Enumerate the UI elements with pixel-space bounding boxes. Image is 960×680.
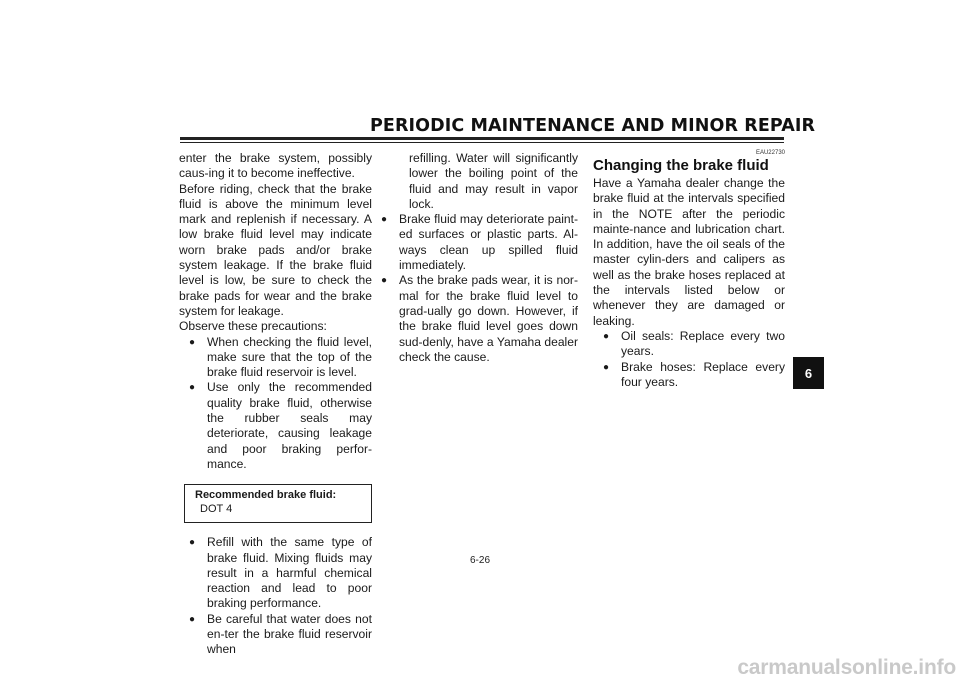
box-value: DOT 4 (200, 502, 233, 515)
bullet-icon: ● (603, 330, 610, 342)
box-title: Recommended brake fluid: (195, 489, 337, 502)
reference-code: EAU22730 (755, 150, 785, 156)
watermark: carmanualsonline.info (737, 656, 956, 679)
bullet-icon: ● (189, 382, 196, 394)
replacement-list (593, 329, 785, 390)
list-item: ● When checking the fluid level, make sure that the top of the brake fluid reservoir is level. (189, 334, 372, 380)
paragraph: Have a Yamaha dealer change the brake fluid at the intervals specified in the NOTE after the periodic mainte-nance and lubrication chart. In addition, have the oil seals of the master cylin-ders and calipers as well as the brake hoses replaced at the intervals listed below or whenever they are damaged or leaking. (593, 176, 785, 328)
list-item: ● Oil seals: Replace every two years. (603, 328, 785, 359)
bullet-icon: ● (381, 214, 388, 226)
list-item: ● Brake fluid may deteriorate paint-ed surfaces or plastic parts. Al-ways clean up spilled fluid immediately. (381, 212, 578, 273)
bullet-icon: ● (189, 537, 196, 549)
precautions-list-2 (179, 535, 372, 657)
bullet-icon: ● (381, 275, 388, 287)
chapter-tab: 6 (793, 357, 824, 389)
list-item: ● Brake hoses: Replace every four years. (603, 359, 785, 389)
precautions-list (179, 335, 372, 473)
paragraph: Before riding, check that the brake fluid is above the minimum level mark and replenish if necessary. A low brake fluid level may indicate worn brake pads and/or brake system leakage. If the brake fluid level is low, be sure to check the brake pads for wear and the brake system for leakage. (179, 181, 372, 318)
recommended-fluid-box (184, 484, 372, 523)
page-number: 6-26 (469, 555, 490, 566)
header-rule-thin (180, 142, 784, 143)
page-title: PERIODIC MAINTENANCE AND MINOR REPAIR (370, 116, 816, 136)
bullet-icon: ● (189, 336, 196, 348)
list-item: ● Use only the recommended quality brake fluid, otherwise the rubber seals may deteriorate, causing leakage and poor braking perfor-mance. (189, 380, 372, 471)
header-rule-thick (180, 137, 784, 140)
paragraph: Observe these precautions: (179, 319, 327, 334)
bullet-icon: ● (603, 361, 610, 373)
continued-text: refilling. Water will significantly lower the boiling point of the fluid and may result in vapor lock. (409, 151, 578, 211)
column-right (593, 151, 785, 390)
list-item: ● As the brake pads wear, it is nor-mal for the brake fluid level to grad-ually go down. However, if the brake fluid level goes down sud-denly, have a Yamaha dealer check the cause. (381, 273, 578, 364)
column-left (179, 151, 372, 658)
list-item: ● Refill with the same type of brake fluid. Mixing fluids may result in a harmful chemical reaction and lead to poor braking performance. (189, 535, 372, 611)
bullet-icon: ● (189, 613, 196, 625)
paragraph: enter the brake system, possibly caus-ing it to become ineffective. (179, 151, 372, 181)
section-title: Changing the brake fluid (593, 157, 769, 174)
list-item: ● Be careful that water does not en-ter the brake fluid reservoir when (189, 611, 372, 657)
column-middle (381, 151, 578, 365)
